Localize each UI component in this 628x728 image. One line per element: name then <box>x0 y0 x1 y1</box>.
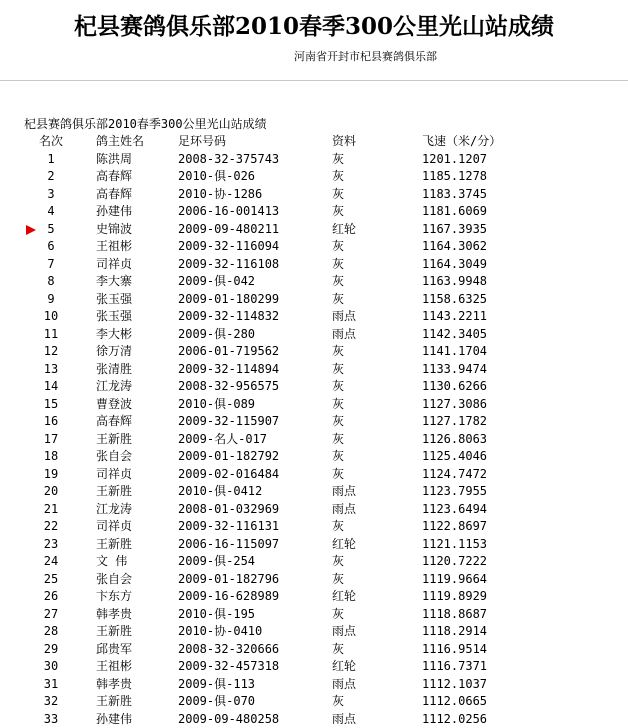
header-divider <box>0 80 628 81</box>
table-row <box>0 238 628 256</box>
cell-rank: 28 <box>30 623 72 641</box>
cell-ring: 2009-俱-070 <box>178 693 255 711</box>
cell-speed: 1126.8063 <box>422 431 487 449</box>
cell-info: 雨点 <box>332 711 356 728</box>
cell-rank: 30 <box>30 658 72 676</box>
cell-speed: 1164.3062 <box>422 238 487 256</box>
cell-rank: 9 <box>30 291 72 309</box>
cell-rank: 10 <box>30 308 72 326</box>
table-row <box>0 308 628 326</box>
table-row <box>0 641 628 659</box>
table-row <box>0 361 628 379</box>
cell-info: 灰 <box>332 518 344 536</box>
cell-name: 文 伟 <box>96 553 127 571</box>
cell-ring: 2009-32-114894 <box>178 361 279 379</box>
cell-info: 灰 <box>332 571 344 589</box>
col-rank-header: 名次 <box>30 133 72 151</box>
cell-name: 王祖彬 <box>96 238 132 256</box>
cell-speed: 1141.1704 <box>422 343 487 361</box>
cell-name: 高春辉 <box>96 186 132 204</box>
cell-speed: 1127.3086 <box>422 396 487 414</box>
cell-info: 灰 <box>332 693 344 711</box>
table-row <box>0 221 628 239</box>
cell-speed: 1119.9664 <box>422 571 487 589</box>
cell-name: 张自会 <box>96 448 132 466</box>
cell-speed: 1116.7371 <box>422 658 487 676</box>
cell-name: 史锦波 <box>96 221 132 239</box>
table-row <box>0 256 628 274</box>
document-heading: 杞县赛鸽俱乐部2010春季300公里光山站成绩 <box>24 116 267 133</box>
cell-name: 王新胜 <box>96 431 132 449</box>
cell-ring: 2010-俱-026 <box>178 168 255 186</box>
cell-info: 灰 <box>332 256 344 274</box>
cell-name: 曹登波 <box>96 396 132 414</box>
cell-info: 灰 <box>332 291 344 309</box>
cell-speed: 1143.2211 <box>422 308 487 326</box>
cell-speed: 1118.2914 <box>422 623 487 641</box>
cell-rank: 3 <box>30 186 72 204</box>
cell-ring: 2009-俱-280 <box>178 326 255 344</box>
cell-name: 王新胜 <box>96 536 132 554</box>
cell-info: 灰 <box>332 378 344 396</box>
cell-speed: 1123.7955 <box>422 483 487 501</box>
cell-rank: 8 <box>30 273 72 291</box>
cell-speed: 1124.7472 <box>422 466 487 484</box>
table-row <box>0 623 628 641</box>
table-row <box>0 448 628 466</box>
cell-rank: 17 <box>30 431 72 449</box>
cell-ring: 2009-俱-254 <box>178 553 255 571</box>
table-row <box>0 396 628 414</box>
cell-rank: 27 <box>30 606 72 624</box>
cell-ring: 2009-32-116094 <box>178 238 279 256</box>
cell-name: 陈洪周 <box>96 151 132 169</box>
cell-ring: 2006-01-719562 <box>178 343 279 361</box>
cell-speed: 1142.3405 <box>422 326 487 344</box>
cell-info: 灰 <box>332 273 344 291</box>
table-row <box>0 571 628 589</box>
col-speed-header: 飞速（米/分） <box>422 133 501 151</box>
cell-speed: 1130.6266 <box>422 378 487 396</box>
cell-ring: 2008-01-032969 <box>178 501 279 519</box>
table-row <box>0 413 628 431</box>
cell-info: 灰 <box>332 606 344 624</box>
table-row <box>0 186 628 204</box>
cell-ring: 2010-协-0410 <box>178 623 262 641</box>
cell-speed: 1125.4046 <box>422 448 487 466</box>
cell-info: 雨点 <box>332 623 356 641</box>
cell-speed: 1133.9474 <box>422 361 487 379</box>
cell-info: 雨点 <box>332 676 356 694</box>
cell-ring: 2009-01-182796 <box>178 571 279 589</box>
cell-name: 孙建伟 <box>96 203 132 221</box>
cell-name: 王新胜 <box>96 623 132 641</box>
cell-info: 灰 <box>332 343 344 361</box>
cell-speed: 1112.0665 <box>422 693 487 711</box>
cell-speed: 1119.8929 <box>422 588 487 606</box>
table-row <box>0 658 628 676</box>
cell-rank: 16 <box>30 413 72 431</box>
table-row <box>0 553 628 571</box>
cell-info: 雨点 <box>332 308 356 326</box>
cell-rank: 5 <box>30 221 72 239</box>
cell-info: 灰 <box>332 168 344 186</box>
cell-rank: 4 <box>30 203 72 221</box>
cell-rank: 19 <box>30 466 72 484</box>
cell-rank: 23 <box>30 536 72 554</box>
cell-info: 灰 <box>332 151 344 169</box>
page-subtitle: 河南省开封市杞县赛鸽俱乐部 <box>294 48 437 64</box>
table-row <box>0 536 628 554</box>
cell-ring: 2009-32-115907 <box>178 413 279 431</box>
cell-ring: 2009-俱-113 <box>178 676 255 694</box>
cell-name: 王祖彬 <box>96 658 132 676</box>
cell-ring: 2008-32-956575 <box>178 378 279 396</box>
cell-name: 孙建伟 <box>96 711 132 728</box>
cell-name: 司祥贞 <box>96 256 132 274</box>
cell-rank: 12 <box>30 343 72 361</box>
table-row <box>0 606 628 624</box>
col-name-header: 鸽主姓名 <box>96 133 144 151</box>
cell-ring: 2009-32-116108 <box>178 256 279 274</box>
cell-name: 王新胜 <box>96 483 132 501</box>
cell-speed: 1163.9948 <box>422 273 487 291</box>
cell-name: 江龙涛 <box>96 378 132 396</box>
cell-info: 灰 <box>332 186 344 204</box>
cell-speed: 1122.8697 <box>422 518 487 536</box>
cell-info: 灰 <box>332 396 344 414</box>
table-row <box>0 693 628 711</box>
cell-name: 司祥贞 <box>96 518 132 536</box>
cell-rank: 1 <box>30 151 72 169</box>
cell-rank: 18 <box>30 448 72 466</box>
cell-ring: 2010-俱-089 <box>178 396 255 414</box>
cell-ring: 2009-16-628989 <box>178 588 279 606</box>
cell-name: 李大彬 <box>96 326 132 344</box>
cell-name: 江龙涛 <box>96 501 132 519</box>
cell-speed: 1118.8687 <box>422 606 487 624</box>
cell-speed: 1121.1153 <box>422 536 487 554</box>
table-row <box>0 483 628 501</box>
cell-name: 张玉强 <box>96 308 132 326</box>
table-row <box>0 676 628 694</box>
cell-name: 司祥贞 <box>96 466 132 484</box>
cell-name: 高春辉 <box>96 413 132 431</box>
table-row <box>0 168 628 186</box>
table-row <box>0 588 628 606</box>
cell-ring: 2009-09-480211 <box>178 221 279 239</box>
table-row <box>0 466 628 484</box>
cell-ring: 2009-09-480258 <box>178 711 279 728</box>
cell-speed: 1181.6069 <box>422 203 487 221</box>
table-row <box>0 273 628 291</box>
cell-ring: 2006-16-115097 <box>178 536 279 554</box>
cell-rank: 2 <box>30 168 72 186</box>
cell-ring: 2008-32-320666 <box>178 641 279 659</box>
cell-rank: 13 <box>30 361 72 379</box>
cell-rank: 31 <box>30 676 72 694</box>
cell-name: 张自会 <box>96 571 132 589</box>
cell-rank: 29 <box>30 641 72 659</box>
cell-info: 红轮 <box>332 588 356 606</box>
cell-info: 雨点 <box>332 483 356 501</box>
table-row <box>0 326 628 344</box>
cell-rank: 32 <box>30 693 72 711</box>
cell-info: 灰 <box>332 553 344 571</box>
cell-speed: 1185.1278 <box>422 168 487 186</box>
cell-speed: 1167.3935 <box>422 221 487 239</box>
cell-name: 邱贵军 <box>96 641 132 659</box>
cell-speed: 1158.6325 <box>422 291 487 309</box>
cell-rank: 14 <box>30 378 72 396</box>
table-row <box>0 501 628 519</box>
cell-info: 灰 <box>332 466 344 484</box>
cell-info: 灰 <box>332 413 344 431</box>
table-row <box>0 518 628 536</box>
table-row <box>0 291 628 309</box>
cell-speed: 1127.1782 <box>422 413 487 431</box>
cell-rank: 26 <box>30 588 72 606</box>
cell-name: 李大寨 <box>96 273 132 291</box>
cell-speed: 1123.6494 <box>422 501 487 519</box>
col-info-header: 资料 <box>332 133 356 151</box>
cell-info: 灰 <box>332 203 344 221</box>
cell-speed: 1116.9514 <box>422 641 487 659</box>
cell-speed: 1112.1037 <box>422 676 487 694</box>
cell-name: 徐万清 <box>96 343 132 361</box>
cell-name: 张玉强 <box>96 291 132 309</box>
cell-ring: 2009-名人-017 <box>178 431 267 449</box>
cell-name: 卞东方 <box>96 588 132 606</box>
cell-speed: 1112.0256 <box>422 711 487 728</box>
cell-rank: 15 <box>30 396 72 414</box>
cell-ring: 2009-01-182792 <box>178 448 279 466</box>
cell-info: 雨点 <box>332 501 356 519</box>
table-row <box>0 378 628 396</box>
col-ring-header: 足环号码 <box>178 133 226 151</box>
column-headers <box>0 133 628 151</box>
table-row <box>0 711 628 728</box>
cell-ring: 2008-32-375743 <box>178 151 279 169</box>
cell-name: 韩孝贵 <box>96 676 132 694</box>
cell-ring: 2009-02-016484 <box>178 466 279 484</box>
cell-speed: 1164.3049 <box>422 256 487 274</box>
cell-name: 张清胜 <box>96 361 132 379</box>
cell-rank: 24 <box>30 553 72 571</box>
cell-speed: 1120.7222 <box>422 553 487 571</box>
table-row <box>0 343 628 361</box>
cell-name: 王新胜 <box>96 693 132 711</box>
cell-rank: 11 <box>30 326 72 344</box>
table-row <box>0 203 628 221</box>
cell-speed: 1201.1207 <box>422 151 487 169</box>
cell-ring: 2009-01-180299 <box>178 291 279 309</box>
cell-rank: 6 <box>30 238 72 256</box>
cell-ring: 2010-协-1286 <box>178 186 262 204</box>
cell-ring: 2009-32-116131 <box>178 518 279 536</box>
cell-ring: 2009-32-114832 <box>178 308 279 326</box>
cell-rank: 7 <box>30 256 72 274</box>
cell-ring: 2010-俱-0412 <box>178 483 262 501</box>
cell-info: 红轮 <box>332 658 356 676</box>
cell-rank: 33 <box>30 711 72 728</box>
cell-info: 灰 <box>332 238 344 256</box>
cell-ring: 2010-俱-195 <box>178 606 255 624</box>
cell-name: 高春辉 <box>96 168 132 186</box>
cell-rank: 20 <box>30 483 72 501</box>
cell-speed: 1183.3745 <box>422 186 487 204</box>
cell-info: 灰 <box>332 361 344 379</box>
table-row <box>0 151 628 169</box>
cell-info: 红轮 <box>332 536 356 554</box>
table-row <box>0 431 628 449</box>
cell-info: 灰 <box>332 431 344 449</box>
cell-info: 灰 <box>332 448 344 466</box>
cell-rank: 25 <box>30 571 72 589</box>
cell-info: 红轮 <box>332 221 356 239</box>
cell-rank: 22 <box>30 518 72 536</box>
cell-rank: 21 <box>30 501 72 519</box>
cell-ring: 2009-32-457318 <box>178 658 279 676</box>
cell-ring: 2009-俱-042 <box>178 273 255 291</box>
cell-name: 韩孝贵 <box>96 606 132 624</box>
cell-info: 灰 <box>332 641 344 659</box>
page-title: 杞县赛鸽俱乐部2010春季300公里光山站成绩 <box>0 8 628 41</box>
cell-ring: 2006-16-001413 <box>178 203 279 221</box>
cell-info: 雨点 <box>332 326 356 344</box>
